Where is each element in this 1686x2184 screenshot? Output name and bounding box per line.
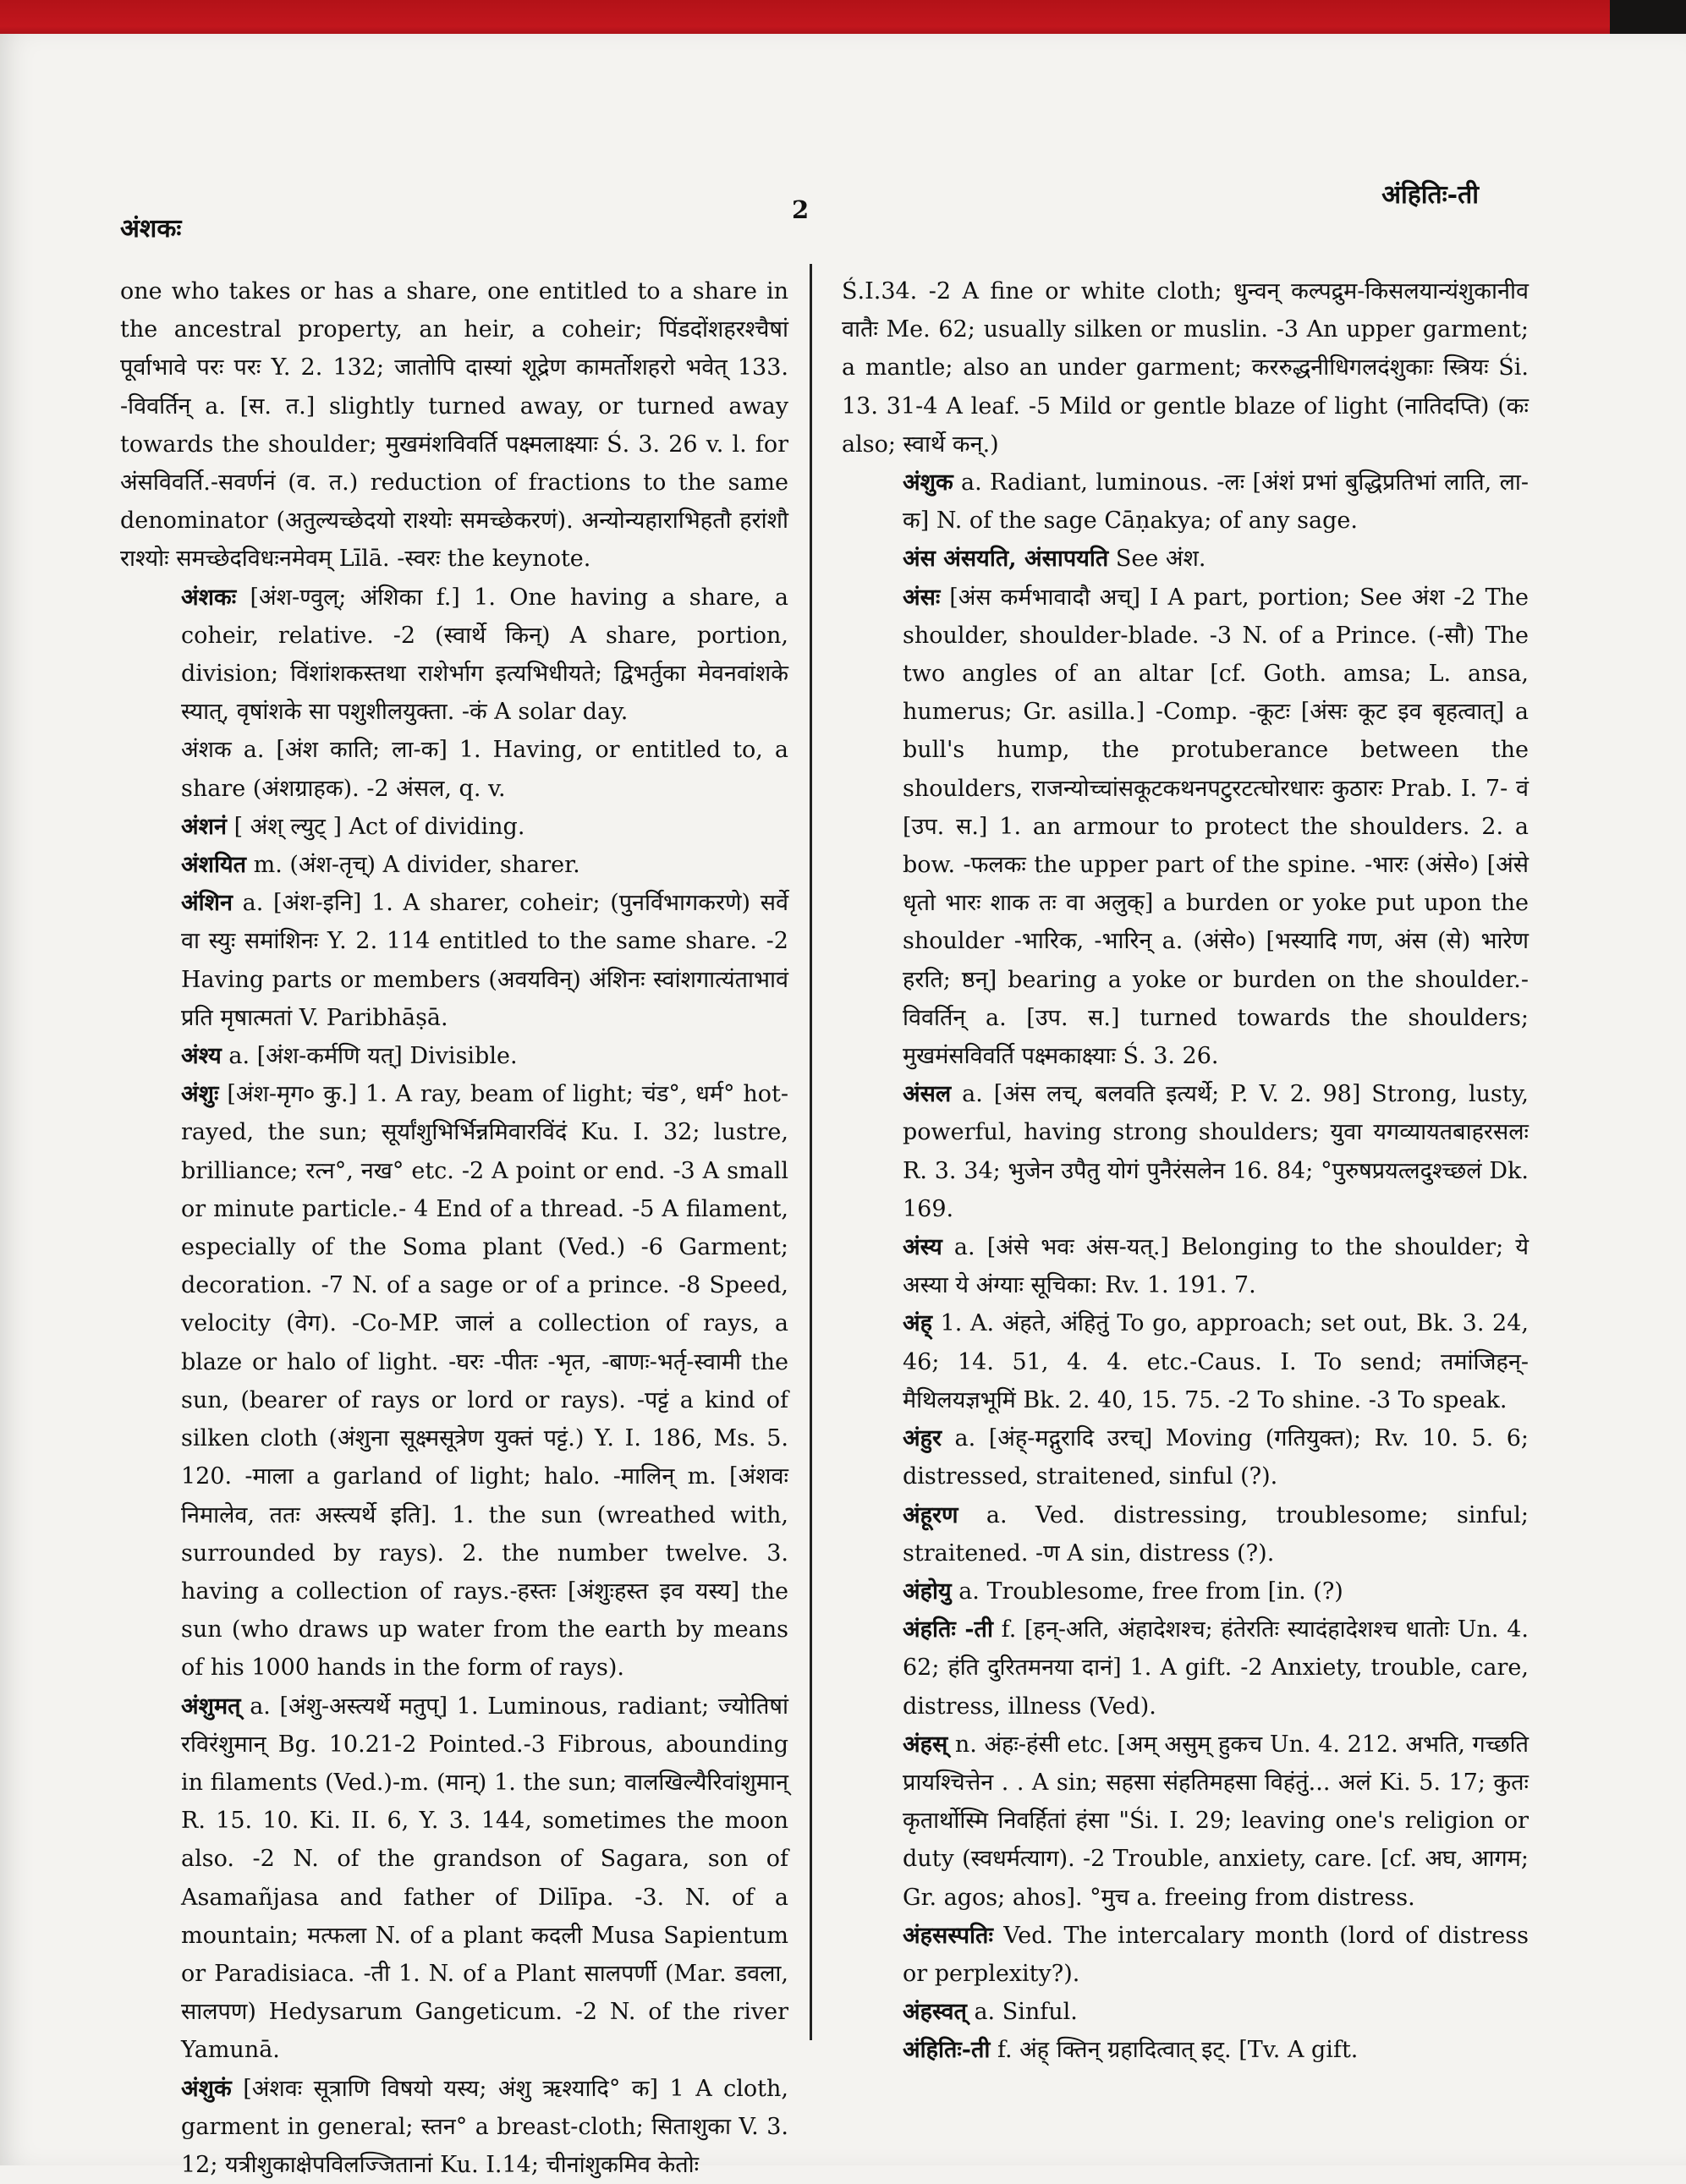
entry-text: f. अंह् क्तिन् ग्रहादित्वात् इट्. [Tv. A gift. — [990, 2037, 1359, 2064]
dictionary-entry — [120, 731, 788, 807]
dictionary-entry — [842, 1572, 1529, 1611]
dictionary-entry — [120, 1687, 788, 2070]
dictionary-entry — [120, 884, 788, 1037]
entry-text: Ś.I.34. -2 A fine or white cloth; धुन्वन् कल्पद्रुम-किसलयान्यंशुकानीव वातैः Me. 62; usually silken or muslin. -3 An upper garment; a mantle; also an under garment; कररुद्धनीधिगलदंशुकाः स्त्रियः Śi. 13. 31-4 A leaf. -5 Mild or gentle blaze of light (नातिदप्ति) (कः also; स्वार्थे कन्.) — [842, 278, 1529, 458]
dictionary-entry — [120, 808, 788, 846]
entry-text: a. [अंह्-मद्गुरादि उरच्] Moving (गतियुक्त); Rv. 10. 5. 6; distressed, straitened, sinful (?). — [903, 1425, 1529, 1490]
entry-text: Ved. The intercalary month (lord of distress or perplexity?). — [903, 1922, 1529, 1987]
entry-text: m. (अंश-तृच्) A divider, sharer. — [246, 852, 580, 879]
left-column — [120, 272, 788, 2184]
entry-headword: अंहतिः -ती — [903, 1616, 993, 1643]
entry-headword: अंशुः — [181, 1081, 219, 1108]
dictionary-entry — [842, 464, 1529, 540]
entry-headword: अंशकः — [181, 584, 237, 611]
entry-text: a. Sinful. — [966, 1999, 1078, 2026]
entry-text: 1. A. अंहते, अंहितुं To go, approach; set out, Bk. 3. 24, 46; 14. 51, 4. 4. etc.-Caus. I. To send; तमांजिहन्-मैथिलयज्ञभूमिं Bk. 2. 40, 15. 75. -2 To shine. -3 To speak. — [903, 1310, 1529, 1413]
entry-headword: अंहुर — [903, 1425, 942, 1452]
entry-text: [अंस कर्मभावादौ अच्] I A part, portion; See अंश -2 The shoulder, shoulder-blade. -3 N. of a Prince. (-सौ) The two angles of an altar [cf. Goth. amsa; L. ansa, humerus; Gr. asilla.] -Comp. -कूटः [अंसः कूट इव बृहत्वात्] a bull's hump, the protuberance between the shoulders, राजन्योच्चांसकूटकथनपटुरटत्घोरधारः कुठारः Prab. I. 7- वं [उप. स.] 1. an armour to protect the shoulders. 2. a bow. -फलकः the upper part of the spine. -भारः (अंसे०) [अंसे धृतो भारः शाक तः वा अलुक्] a burden or yoke put upon the shoulder -भारिक, -भारिन् a. (अंसे०) [भस्यादि गण, अंस (से) भारेण हरति; ष्ठन्] bearing a yoke or burden on the shoulder.-विवर्तिन् a. [उप. स.] turned towards the shoulders; मुखमंसविवर्ति पक्ष्मकाक्ष्याः Ś. 3. 26. — [903, 584, 1529, 1070]
entry-text: a. Troublesome, free from [in. (?) — [951, 1578, 1343, 1605]
entry-headword: अंसल — [903, 1081, 952, 1108]
left-guide-word: अंशकः — [120, 214, 182, 244]
entry-headword: अंशुकं — [181, 2075, 232, 2102]
entry-text: a. [अंसे भवः अंस-यत्.] Belonging to the shoulder; ये अस्या ये अंग्याः सूचिका: Rv. 1. 191. 7. — [903, 1234, 1529, 1299]
dictionary-entry — [842, 1993, 1529, 2031]
entry-headword: अंहसस्पतिः — [903, 1922, 993, 1949]
page-number: 2 — [792, 195, 810, 224]
entry-headword: अंशयित — [181, 852, 247, 879]
right-guide-word: अंहितिः-ती — [1381, 180, 1479, 210]
entry-headword: अंहूरण — [903, 1501, 958, 1528]
entry-text: n. अंहः-हंसी etc. [अम् असुम् हुकच Un. 4. 212. अभति, गच्छति प्रायश्चित्तेन . . A sin; सहसा संहतिमहसा विहंतुं... अलं Ki. 5. 17; कुतः कृतार्थोस्मि निवर्हितां हंसा "Śi. I. 29; leaving one's religion or duty (स्वधर्मत्याग). -2 Trouble, anxiety, care. [cf. अघ, आगम; Gr. agos; ahos]. °मुच a. freeing from distress. — [903, 1731, 1529, 1911]
dictionary-entry — [842, 1304, 1529, 1419]
entry-text: अंशक a. [अंश काति; ला-क] 1. Having, or entitled to, a share (अंशग्राहक). -2 अंसल, q. v. — [181, 737, 788, 802]
entry-text: one who takes or has a share, one entitled to a share in the ancestral property, an heir, a coheir; पिंडदोंशहरश्चैषां पूर्वाभावे परः परः Y. 2. 132; जातोपि दास्यां शूद्रेण कामर्तोशहरो भवेत् 133. -विवर्तिन् a. [स. त.] slightly turned away, or turned away towards the shoulder; मुखमंशविवर्ति पक्ष्मलाक्ष्याः Ś. 3. 26 v. l. for अंसविवर्ति.-सवर्णनं (व. त.) reduction of fractions to the same denominator (अतुल्यच्छेदयो राश्योः समच्छेकरणं). अन्योन्यहाराभिहतौ हरांशौ राश्योः समच्छेदविधःनमेवम् Līlā. -स्वरः the keynote. — [120, 278, 788, 573]
entry-text: a. [अंस लच्, बलवति इत्यर्थे; P. V. 2. 98] Strong, lusty, powerful, having strong shoulders; युवा यगव्यायतबाहरसलः R. 3. 34; भुजेन उपैतु योगं पुनैरंसलेन 16. 84; °पुरुषप्रयत्लदुश्च्छलं Dk. 169. — [903, 1081, 1529, 1222]
entry-headword: अंशनं — [181, 813, 227, 840]
entry-headword: अंशुमत् — [181, 1693, 241, 1720]
entry-headword: अंशुक — [903, 469, 953, 497]
dictionary-entry — [120, 1037, 788, 1075]
entry-text: a. [अंश-इनि] 1. A sharer, coheir; (पुनर्विभागकरणे) सर्वे वा स्युः समांशिनः Y. 2. 114 entitled to the same share. -2 Having parts or members (अवयविन्) अंशिनः स्वांशगात्यंताभावं प्रति मृषात्मतां V. Paribhāṣā. — [181, 890, 788, 1031]
entry-headword: अंह् — [903, 1310, 932, 1337]
entry-headword: अंश्य — [181, 1043, 222, 1070]
right-column — [842, 272, 1529, 2070]
entry-text: [अंशवः सूत्राणि विषयो यस्य; अंशु ऋश्यादि° क] 1 A cloth, garment in general; स्तन° a breast-cloth; सिताशुका V. 3. 12; यत्रीशुकाक्षेपविलज्जितानां Ku. I.14; चीनांशुकमिव केतोः — [181, 2075, 788, 2178]
entry-text: a. [अंश-कर्मणि यत्] Divisible. — [221, 1043, 518, 1070]
dictionary-entry — [842, 1726, 1529, 1917]
dictionary-entry — [842, 2031, 1529, 2069]
dictionary-entry — [120, 846, 788, 884]
dictionary-entry — [120, 1075, 788, 1687]
entry-headword: अंस्य — [903, 1234, 942, 1261]
dictionary-entry — [842, 1917, 1529, 1993]
dictionary-entry — [120, 579, 788, 732]
entry-text: [अंश-ण्वुल्; अंशिका f.] 1. One having a share, a coheir, relative. -2 (स्वार्थे किन्) A share, portion, division; विंशांशकस्तथा राशेर्भाग इत्यभिधीयते; द्विभर्तुका मेवनवांशके स्यात्, वृषांशके सा पशुशीलयुक्ता. -कं A solar day. — [181, 584, 788, 726]
entry-headword: अंहितिः-ती — [903, 2037, 991, 2064]
entry-text: a. Radiant, luminous. -लः [अंशं प्रभां बुद्धिप्रतिभां लाति, ला-क] N. of the sage Cāṇakya; of any sage. — [903, 469, 1529, 535]
entry-text: f. [हन्-अति, अंहादेशश्च; हंतेरतिः स्यादंहादेशश्च धातोः Un. 4. 62; हंति दुरितमनया दानं] 1. A gift. -2 Anxiety, trouble, care, distress, illness (Ved). — [903, 1616, 1529, 1720]
entry-text: See अंश. — [1108, 546, 1206, 573]
dictionary-entry — [842, 1228, 1529, 1304]
entry-headword: अंसः — [903, 584, 941, 611]
column-divider — [810, 264, 812, 2040]
dictionary-entry — [842, 1496, 1529, 1572]
entry-text: a. [अंशु-अस्त्यर्थे मतुप्] 1. Luminous, radiant; ज्योतिषां रविरंशुमान् Bg. 10.21-2 Pointed.-3 Fibrous, abounding in filaments (Ved.)-m. (मान्) 1. the sun; वालखिल्यैरिवांशुमान् R. 15. 10. Ki. II. 6, Y. 3. 144, sometimes the moon also. -2 N. of the grandson of Sagara, son of Asamañjasa and father of Dilīpa. -3. N. of a mountain; मत्फला N. of a plant कदली Musa Sapientum or Paradisiaca. -ती 1. N. of a Plant सालपर्णी (Mar. डवला, सालपण) Hedysarum Gangeticum. -2 N. of the river Yamunā. — [181, 1693, 788, 2064]
dictionary-entry — [842, 540, 1529, 578]
entry-headword: अंस अंसयति, अंसापयति — [903, 546, 1109, 573]
entry-headword: अंहस्वत् — [903, 1999, 967, 2026]
dictionary-entry — [842, 579, 1529, 1076]
dictionary-entry — [842, 1611, 1529, 1726]
dictionary-entry — [120, 2070, 788, 2184]
dictionary-entry — [842, 1419, 1529, 1495]
dictionary-entry — [842, 272, 1529, 464]
entry-text: a. Ved. distressing, troublesome; sinful; straitened. -ण A sin, distress (?). — [903, 1501, 1529, 1567]
dictionary-entry — [842, 1075, 1529, 1228]
dictionary-entry — [120, 272, 788, 579]
entry-headword: अंशिन — [181, 890, 233, 917]
entry-headword: अंहस् — [903, 1731, 948, 1758]
entry-headword: अंहोयु — [903, 1578, 952, 1605]
entry-text: [अंश-मृग० कु.] 1. A ray, beam of light; चंड°, धर्म° hot-rayed, the sun; सूर्यांशुभिर्भिन्नमिवारविंदं Ku. I. 32; lustre, brilliance; रत्न°, नख° etc. -2 A point or end. -3 A small or minute particle.- 4 End of a thread. -5 A filament, especially of the Soma plant (Ved.) -6 Garment; decoration. -7 N. of a sage or of a prince. -8 Speed, velocity (वेग). -Co-MP. जालं a collection of rays, a blaze or halo of light. -घरः -पीतः -भृत, -बाणः-भर्तृ-स्वामी the sun, (bearer of rays or lord or rays). -पट्टं a kind of silken cloth (अंशुना सूक्ष्मसूत्रेण युक्तं पट्टं.) Y. I. 186, Ms. 5. 120. -माला a garland of light; halo. -मालिन् m. [अंशवः निमालेव, ततः अस्त्यर्थे इति]. 1. the sun (wreathed with, surrounded by rays). 2. the number twelve. 3. having a collection of rays.-हस्तः [अंशुःहस्त इव यस्य] the sun (who draws up water from the earth by means of his 1000 hands in the form of rays). — [181, 1081, 788, 1682]
entry-text: [ अंश् ल्युट् ] Act of dividing. — [226, 813, 525, 840]
